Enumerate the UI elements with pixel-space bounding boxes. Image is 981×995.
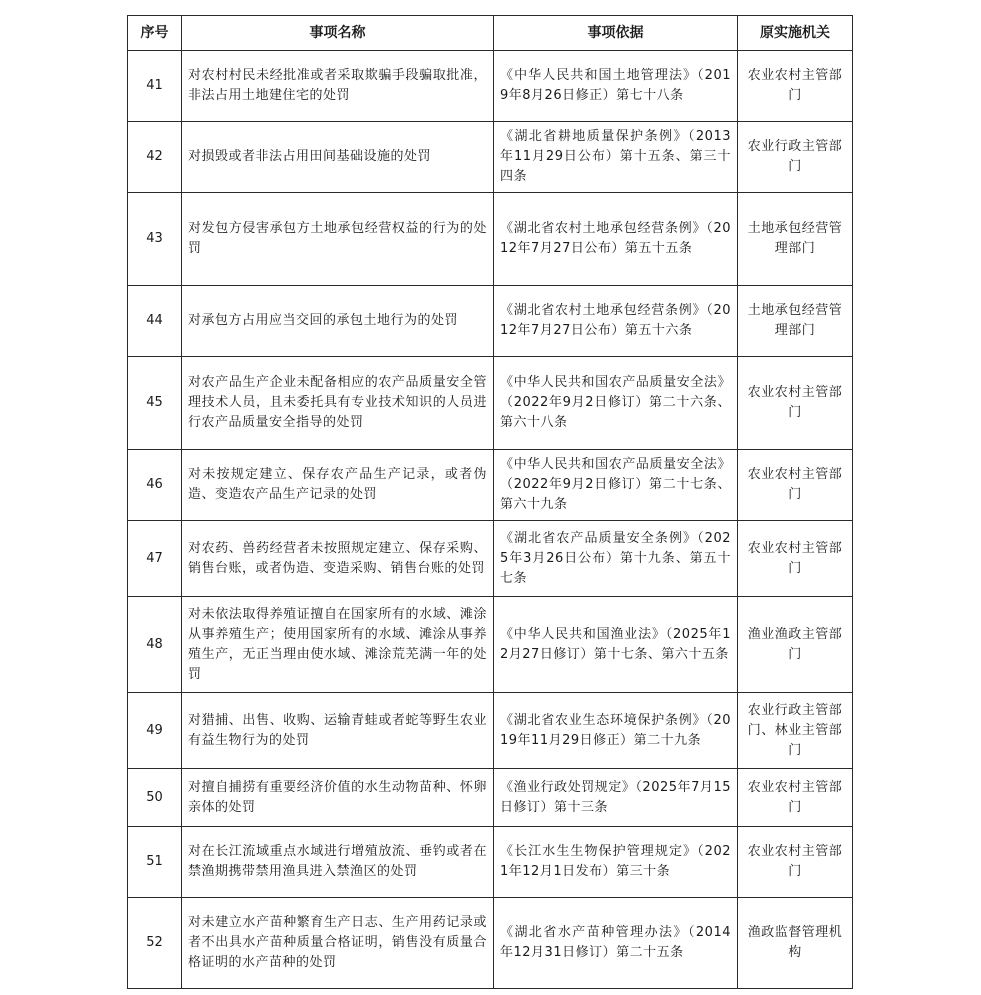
header-num: 序号 [128, 16, 182, 51]
table-row [128, 898, 853, 989]
table-row [128, 357, 853, 450]
item-name: 对损毁或者非法占用田间基础设施的处罚 [182, 122, 494, 193]
implementing-organ: 农业行政主管部门 [738, 122, 853, 193]
row-number: 42 [128, 122, 182, 193]
implementing-organ: 农业农村主管部门 [738, 827, 853, 898]
item-basis: 《湖北省农村土地承包经营条例》（2012年7月27日公布）第五十五条 [494, 193, 738, 286]
item-name: 对未依法取得养殖证擅自在国家所有的水域、滩涂从事养殖生产；使用国家所有的水域、滩涂从事养殖生产，无正当理由使水域、滩涂荒芜满一年的处罚 [182, 597, 494, 693]
table-header [128, 16, 853, 51]
item-basis: 《湖北省农业生态环境保护条例》（2019年11月29日修正）第二十九条 [494, 693, 738, 769]
item-name: 对承包方占用应当交回的承包土地行为的处罚 [182, 286, 494, 357]
row-number: 45 [128, 357, 182, 450]
table-row [128, 193, 853, 286]
table-body [128, 51, 853, 989]
item-basis: 《湖北省水产苗种管理办法》（2014年12月31日修订）第二十五条 [494, 898, 738, 989]
item-basis: 《湖北省农村土地承包经营条例》（2012年7月27日公布）第五十六条 [494, 286, 738, 357]
table-row [128, 286, 853, 357]
implementing-organ: 农业农村主管部门 [738, 51, 853, 122]
header-row [128, 16, 853, 51]
table-row [128, 827, 853, 898]
header-name: 事项名称 [182, 16, 494, 51]
implementing-organ: 渔政监督管理机构 [738, 898, 853, 989]
table-row [128, 769, 853, 827]
item-name: 对农产品生产企业未配备相应的农产品质量安全管理技术人员，且未委托具有专业技术知识的人员进行农产品质量安全指导的处罚 [182, 357, 494, 450]
row-number: 46 [128, 450, 182, 521]
implementing-organ: 农业农村主管部门 [738, 521, 853, 597]
item-name: 对发包方侵害承包方土地承包经营权益的行为的处罚 [182, 193, 494, 286]
row-number: 49 [128, 693, 182, 769]
header-org: 原实施机关 [738, 16, 853, 51]
item-name: 对农药、兽药经营者未按照规定建立、保存采购、销售台账，或者伪造、变造采购、销售台账的处罚 [182, 521, 494, 597]
item-name: 对未建立水产苗种繁育生产日志、生产用药记录或者不出具水产苗种质量合格证明，销售没有质量合格证明的水产苗种的处罚 [182, 898, 494, 989]
item-basis: 《湖北省农产品质量安全条例》（2025年3月26日公布）第十九条、第五十七条 [494, 521, 738, 597]
table-row [128, 521, 853, 597]
table-row [128, 450, 853, 521]
implementing-organ: 农业行政主管部门、林业主管部门 [738, 693, 853, 769]
item-basis: 《中华人民共和国农产品质量安全法》（2022年9月2日修订）第二十七条、第六十九条 [494, 450, 738, 521]
item-basis: 《中华人民共和国农产品质量安全法》（2022年9月2日修订）第二十六条、第六十八条 [494, 357, 738, 450]
item-name: 对未按规定建立、保存农产品生产记录，或者伪造、变造农产品生产记录的处罚 [182, 450, 494, 521]
penalty-items-table [127, 15, 853, 989]
implementing-organ: 渔业渔政主管部门 [738, 597, 853, 693]
item-name: 对擅自捕捞有重要经济价值的水生动物苗种、怀卵亲体的处罚 [182, 769, 494, 827]
implementing-organ: 农业农村主管部门 [738, 357, 853, 450]
item-basis: 《中华人民共和国土地管理法》（2019年8月26日修正）第七十八条 [494, 51, 738, 122]
item-name: 对在长江流域重点水域进行增殖放流、垂钓或者在禁渔期携带禁用渔具进入禁渔区的处罚 [182, 827, 494, 898]
item-name: 对农村村民未经批准或者采取欺骗手段骗取批准，非法占用土地建住宅的处罚 [182, 51, 494, 122]
table-row [128, 693, 853, 769]
implementing-organ: 土地承包经营管理部门 [738, 286, 853, 357]
item-basis: 《中华人民共和国渔业法》（2025年12月27日修订）第十七条、第六十五条 [494, 597, 738, 693]
item-name: 对猎捕、出售、收购、运输青蛙或者蛇等野生农业有益生物行为的处罚 [182, 693, 494, 769]
row-number: 41 [128, 51, 182, 122]
table-row [128, 122, 853, 193]
row-number: 50 [128, 769, 182, 827]
item-basis: 《长江水生生物保护管理规定》（2021年12月1日发布）第三十条 [494, 827, 738, 898]
row-number: 44 [128, 286, 182, 357]
row-number: 48 [128, 597, 182, 693]
implementing-organ: 农业农村主管部门 [738, 769, 853, 827]
row-number: 52 [128, 898, 182, 989]
implementing-organ: 土地承包经营管理部门 [738, 193, 853, 286]
row-number: 47 [128, 521, 182, 597]
table-row [128, 597, 853, 693]
implementing-organ: 农业农村主管部门 [738, 450, 853, 521]
item-basis: 《湖北省耕地质量保护条例》（2013年11月29日公布）第十五条、第三十四条 [494, 122, 738, 193]
header-basis: 事项依据 [494, 16, 738, 51]
table-row [128, 51, 853, 122]
row-number: 51 [128, 827, 182, 898]
item-basis: 《渔业行政处罚规定》（2025年7月15日修订）第十三条 [494, 769, 738, 827]
row-number: 43 [128, 193, 182, 286]
